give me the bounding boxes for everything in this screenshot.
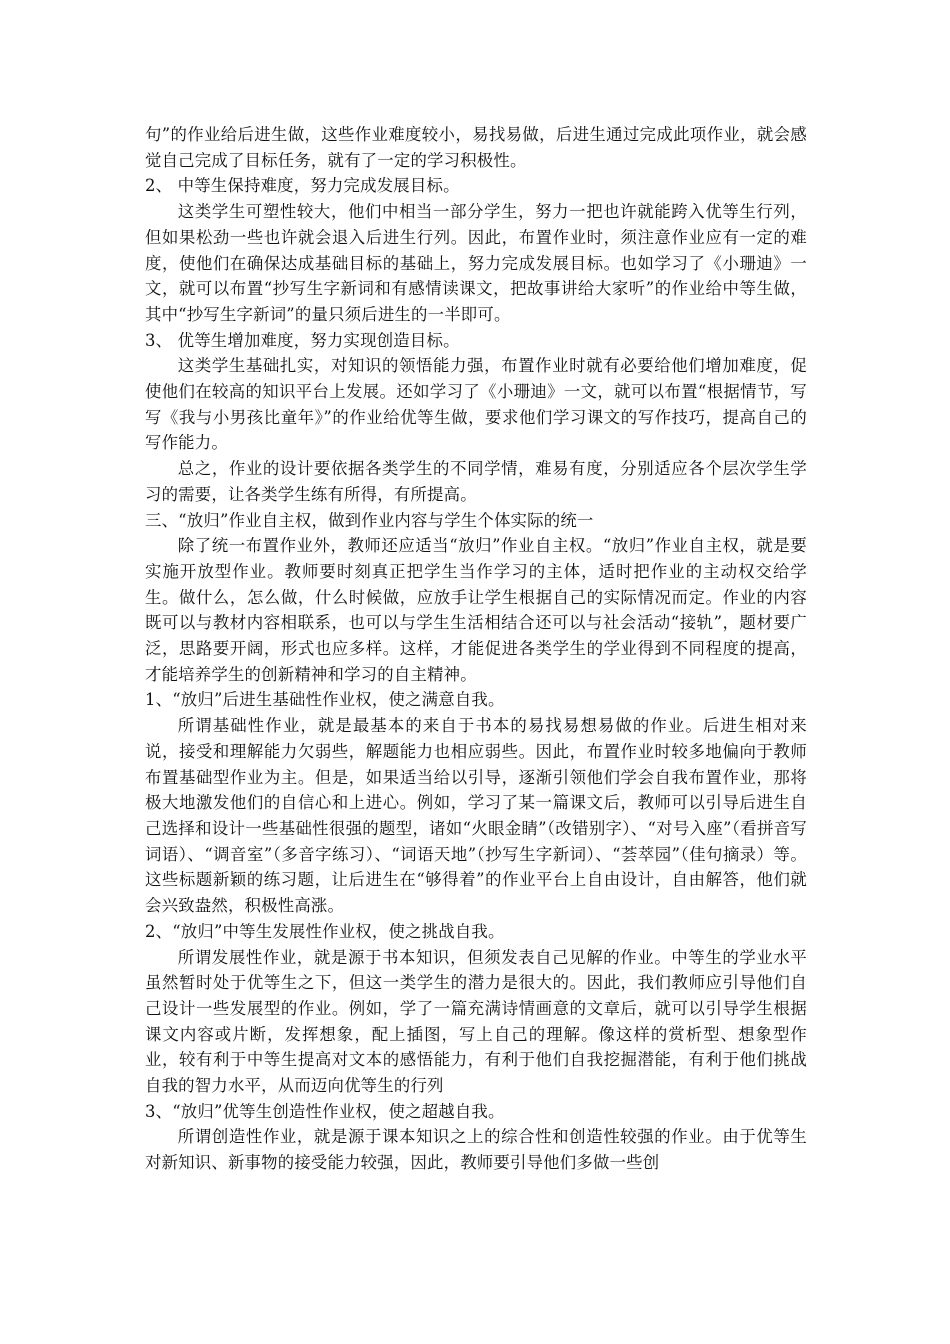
body-paragraph: 除了统一布置作业外，教师还应适当“放归”作业自主权。“放归”作业自主权，就是要实施开放型作业。教师要时刻真正把学生当作学习的主体，适时把作业的主动权交给学生。做什么，怎么做，什么时候做，应放手让学生根据自己的实际情况而定。作业的内容既可以与教材内容相联系，也可以与学生生活相结合还可以与社会活动“接轨”，题材要广泛，思路要开阔，形式也应多样。这样，才能促进各类学生的学业得到不同程度的提高，才能培养学生的创新精神和学习的自主精神。 bbox=[145, 536, 807, 684]
section-heading: 1、“放归”后进生基础性作业权，使之满意自我。 bbox=[145, 690, 505, 710]
document-body bbox=[145, 122, 807, 1176]
section-heading: 3、 优等生增加难度，努力实现创造目标。 bbox=[145, 330, 460, 350]
paragraph-continued: 句”的作业给后进生做，这些作业难度较小，易找易做，后进生通过完成此项作业，就会感觉自己完成了目标任务，就有了一定的学习积极性。 bbox=[145, 125, 807, 170]
body-paragraph: 这类学生可塑性较大，他们中相当一部分学生，努力一把也许就能跨入优等生行列，但如果松劲一些也许就会退入后进生行列。因此，布置作业时，须注意作业应有一定的难度，使他们在确保达成基础目标的基础上，努力完成发展目标。也如学习了《小珊迪》一文，就可以布置“抄写生字新词和有感情读课文，把故事讲给大家听”的作业给中等生做，其中“抄写生字新词”的量只须后进生的一半即可。 bbox=[145, 202, 807, 324]
section-heading: 2、“放归”中等生发展性作业权，使之挑战自我。 bbox=[145, 921, 505, 941]
body-paragraph: 所谓基础性作业，就是最基本的来自于书本的易找易想易做的作业。后进生相对来说，接受和理解能力欠弱些，解题能力也相应弱些。因此，布置作业时较多地偏向于教师布置基础型作业为主。但是，如果适当给以引导，逐渐引领他们学会自我布置作业，那将极大地激发他们的自信心和上进心。例如，学习了某一篇课文后，教师可以引导后进生自己选择和设计一些基础性很强的题型，诸如“火眼金睛”（改错别字）、“对号入座”（看拼音写词语）、“调音室”（多音字练习）、“词语天地”（抄写生字新词）、“荟萃园”（佳句摘录）等。这些标题新颖的练习题，让后进生在“够得着”的作业平台上自由设计，自由解答，他们就会兴致盎然，积极性高涨。 bbox=[145, 716, 807, 916]
section-heading: 2、 中等生保持难度，努力完成发展目标。 bbox=[145, 176, 460, 196]
body-paragraph: 所谓发展性作业，就是源于书本知识，但须发表自己见解的作业。中等生的学业水平虽然暂时处于优等生之下，但这一类学生的潜力是很大的。因此，我们教师应引导他们自己设计一些发展型的作业。例如，学了一篇充满诗情画意的文章后，就可以引导学生根据课文内容或片断，发挥想象，配上插图，写上自己的理解。像这样的赏析型、想象型作业，较有利于中等生提高对文本的感悟能力，有利于他们自我挖掘潜能，有利于他们挑战自我的智力水平，从而迈向优等生的行列 bbox=[145, 947, 807, 1096]
body-paragraph: 这类学生基础扎实，对知识的领悟能力强，布置作业时就有必要给他们增加难度，促使他们在较高的知识平台上发展。还如学习了《小珊迪》一文，就可以布置“根据情节，写写《我与小男孩比童年》”的作业给优等生做，要求他们学习课文的写作技巧，提高自己的写作能力。 bbox=[145, 356, 807, 453]
section-heading: 3、“放归”优等生创造性作业权，使之超越自我。 bbox=[145, 1101, 505, 1121]
body-paragraph: 总之，作业的设计要依据各类学生的不同学情，难易有度，分别适应各个层次学生学习的需要，让各类学生练有所得，有所提高。 bbox=[145, 459, 807, 504]
body-paragraph: 所谓创造性作业，就是源于课本知识之上的综合性和创造性较强的作业。由于优等生对新知识、新事物的接受能力较强，因此，教师要引导他们多做一些创 bbox=[145, 1127, 807, 1173]
section-heading: 三、“放归”作业自主权，做到作业内容与学生个体实际的统一 bbox=[145, 510, 594, 530]
